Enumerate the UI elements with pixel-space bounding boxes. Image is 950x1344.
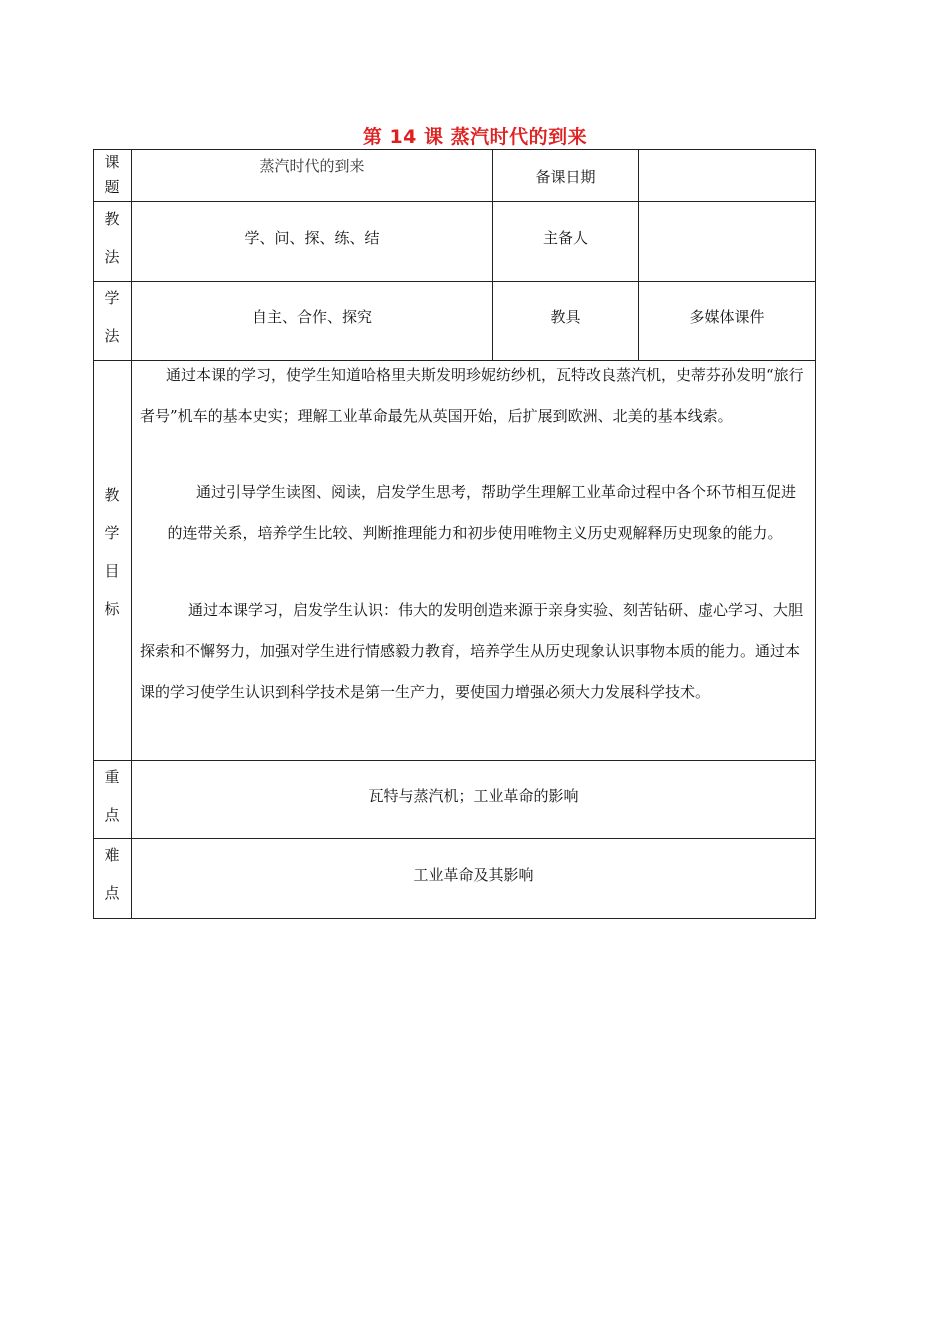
table-border-top: [93, 149, 816, 150]
row-label-objectives: 教 学 目 标: [104, 486, 120, 618]
lead-preparer-label: 主备人: [542, 229, 588, 247]
table-border-bottom: [93, 918, 816, 919]
page-title: 第 14 课 蒸汽时代的到来: [362, 126, 588, 148]
row-label-difficulties: 难 点: [104, 846, 120, 902]
row-divider: [93, 281, 816, 282]
row-divider: [93, 760, 816, 761]
row-label-teaching-method: 教 法: [104, 210, 120, 266]
teaching-method: 学、问、探、练、结: [244, 229, 380, 247]
objective-paragraph-3: 通过本课学习，启发学生认识：伟大的发明创造来源于亲身实验、刻苦钻研、虚心学习、大胆探索和不懈努力，加强对学生进行情感毅力教育，培养学生从历史现象认识事物本质的能力。通过本课的学习使学生认识到科学技术是第一生产力，要使国力增强必须大力发展科学技术。: [140, 601, 804, 701]
table-border-right: [815, 149, 816, 918]
objective-paragraph-1: 通过本课的学习，使学生知道哈格里夫斯发明珍妮纺纱机，瓦特改良蒸汽机，史蒂芬孙发明“旅行者号”机车的基本史实；理解工业革命最先从英国开始，后扩展到欧洲、北美的基本线索。: [140, 366, 804, 425]
prep-date-label: 备课日期: [535, 168, 596, 186]
row-divider: [93, 201, 816, 202]
difficulties: 工业革命及其影响: [413, 866, 534, 884]
row-label-learning-method: 学 法: [104, 289, 120, 345]
row-label-topic: 课 题: [104, 153, 120, 196]
row-label-key-points: 重 点: [104, 768, 120, 824]
row-divider: [93, 838, 816, 839]
teaching-aids-value: 多媒体课件: [689, 308, 765, 326]
lesson-topic: 蒸汽时代的到来: [259, 157, 365, 175]
objective-paragraph-2: 通过引导学生读图、阅读，启发学生思考，帮助学生理解工业革命过程中各个环节相互促进的连带关系，培养学生比较、判断推理能力和初步使用唯物主义历史观解释历史现象的能力。: [167, 483, 797, 542]
column-divider: [638, 149, 639, 360]
key-points: 瓦特与蒸汽机；工业革命的影响: [368, 787, 579, 805]
teaching-aids-label: 教具: [550, 308, 581, 326]
learning-method: 自主、合作、探究: [251, 308, 372, 326]
